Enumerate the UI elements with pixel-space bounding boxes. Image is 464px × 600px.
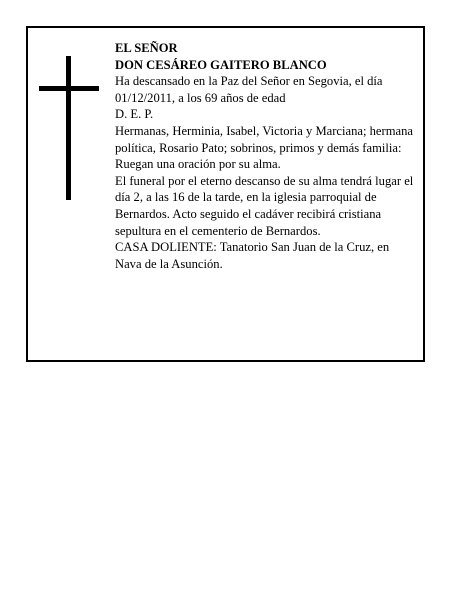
mourning-house: CASA DOLIENTE: Tanatorio San Juan de la Cruz, en Nava de la Asunción. bbox=[115, 240, 390, 271]
cross-icon bbox=[66, 56, 71, 200]
title-line-1: EL SEÑOR bbox=[115, 41, 178, 55]
rested-statement: Ha descansado en la Paz del Señor en Segovia, el día 01/12/2011, a los 69 años de edad bbox=[115, 74, 383, 105]
obituary-text bbox=[115, 40, 417, 272]
rip-line: D. E. P. bbox=[115, 107, 154, 122]
deceased-name: DON CESÁREO GAITERO BLANCO bbox=[115, 57, 327, 72]
cross-icon-crossbar bbox=[39, 86, 99, 91]
prayer-request: Ruegan una oración por su alma. bbox=[115, 157, 281, 172]
funeral-details: El funeral por el eterno descanso de su alma tendrá lugar el día 2, a las 16 de la tarde, en la iglesia parroquial de Bernardos. Acto seguido el cadáver recibirá cristiana sepultura en el cementerio de Bernardos. bbox=[115, 173, 414, 238]
obituary-notice-frame bbox=[26, 26, 425, 362]
family-list: Hermanas, Herminia, Isabel, Victoria y Marciana; hermana política, Rosario Pato; sobrinos, primos y demás familia: bbox=[115, 123, 413, 155]
